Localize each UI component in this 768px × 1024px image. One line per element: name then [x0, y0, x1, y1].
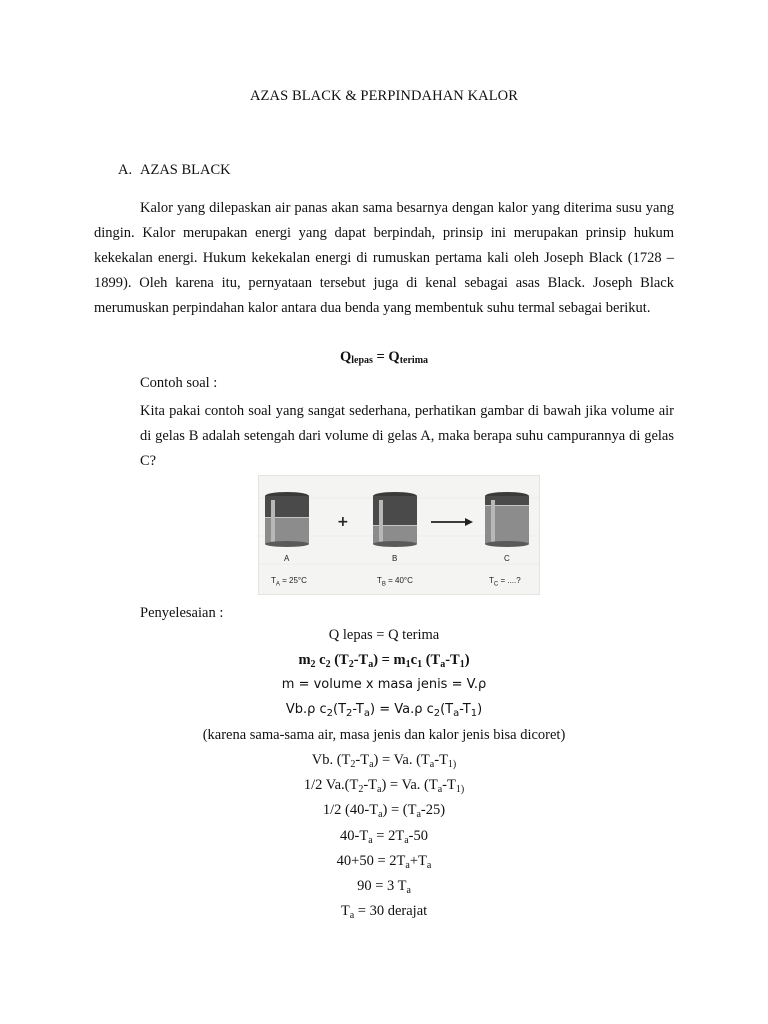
temp-b-value: = 40°C: [385, 576, 413, 585]
equation-subscript: a: [404, 835, 409, 846]
temp-c-sub: C: [493, 581, 499, 588]
equation-text: = 30 derajat: [354, 903, 428, 919]
equation-text: m: [298, 652, 311, 668]
equation-line: [0, 702, 768, 719]
equation-text: (karena sama-sama air, masa jenis dan kalor jenis bisa dicoret): [202, 727, 566, 743]
temp-c-prefix: T: [489, 576, 494, 585]
equation-line: [0, 777, 768, 795]
equation-text: 90 = 3 T: [357, 878, 407, 894]
equation-subscript: a: [416, 809, 421, 820]
arrow-icon: [431, 518, 473, 526]
equation-subscript: a: [406, 885, 411, 896]
equation-line: [0, 652, 768, 670]
formula-equals: =: [372, 349, 389, 365]
equation-text: -25): [420, 802, 446, 818]
equation-text: -T: [355, 752, 370, 768]
equation-text: -T: [445, 652, 460, 668]
equation-subscript: 2: [325, 659, 331, 670]
equation-line: [0, 677, 768, 692]
equation-subscript: a: [437, 784, 443, 795]
glass-b-label: B: [392, 554, 398, 563]
equation-subscript: 1): [455, 784, 465, 795]
formula-sub-terima: terima: [399, 355, 429, 366]
equation-subscript: 2: [346, 708, 353, 719]
equation-subscript: a: [368, 835, 373, 846]
beaker-figure: [258, 475, 540, 595]
equation-line: [0, 828, 768, 846]
equation-text: ) = (T: [382, 802, 417, 818]
equation-text: c: [410, 652, 418, 668]
equation-text: -T: [434, 752, 448, 768]
equation-subscript: a: [453, 708, 460, 719]
equation-text: -T: [352, 702, 364, 717]
equation-text: Vb. (T: [311, 752, 351, 768]
equation-subscript: 1: [470, 708, 478, 719]
equation-subscript: 1: [405, 659, 411, 670]
temp-a-prefix: T: [271, 576, 276, 585]
plus-sign: +: [337, 514, 349, 530]
temp-c-value: = ....?: [498, 576, 521, 585]
equation-line: [0, 752, 768, 770]
equation-text: -T: [442, 777, 456, 793]
equation-text: +T: [409, 853, 427, 869]
equation-subscript: 1: [417, 659, 423, 670]
equation-line: [0, 627, 768, 644]
equation-subscript: 2: [350, 759, 356, 770]
equation-text: = 2T: [372, 828, 405, 844]
example-label: Contoh soal :: [140, 375, 218, 391]
glass-a-label: A: [284, 554, 290, 563]
equation-subscript: 2: [348, 659, 354, 670]
formula-sub-lepas: lepas: [351, 355, 373, 366]
equation-text: Vb.ρ c: [285, 702, 327, 717]
beaker-c: [485, 492, 529, 547]
main-formula: [0, 349, 768, 366]
glass-c-temp: [489, 576, 521, 588]
temp-a-value: = 25°C: [279, 576, 307, 585]
equation-text: Q lepas = Q terima: [328, 627, 440, 643]
equation-line: [0, 903, 768, 921]
equation-text: ) = Va. (T: [373, 752, 430, 768]
equation-subscript: 2: [326, 708, 333, 719]
equation-text: (T: [333, 702, 347, 717]
beaker-b: [373, 492, 417, 547]
page-title: AZAS BLACK & PERPINDAHAN KALOR: [249, 88, 519, 104]
equation-text: -T: [459, 702, 471, 717]
formula-q: Q: [339, 349, 352, 365]
equation-text: (T: [330, 652, 349, 668]
equation-subscript: 1: [459, 659, 465, 670]
beaker-a: [265, 492, 309, 547]
equation-subscript: 2: [433, 708, 441, 719]
equation-text: m = volume x masa jenis = V.ρ: [281, 677, 487, 692]
equation-subscript: a: [363, 708, 370, 719]
equation-subscript: 2: [310, 659, 316, 670]
equation-text: ) = m: [373, 652, 406, 668]
equation-subscript: 1): [447, 759, 457, 770]
glass-c-label: C: [504, 554, 510, 563]
equation-text: ) = Va. (T: [381, 777, 438, 793]
equation-text: 40-T: [340, 828, 369, 844]
equation-text: c: [315, 652, 326, 668]
section-title: AZAS BLACK: [140, 162, 231, 178]
equation-text: 1/2 Va.(T: [303, 777, 359, 793]
formula-q2: Q: [388, 349, 400, 365]
equation-subscript: a: [426, 860, 432, 871]
equation-text: -T: [353, 652, 369, 668]
glass-a-temp: [271, 576, 307, 588]
equation-subscript: a: [368, 659, 374, 670]
equation-text: 1/2 (40-T: [322, 802, 379, 818]
solution-label: Penyelesaian :: [140, 605, 224, 621]
glass-b-temp: [377, 576, 413, 588]
equation-subscript: a: [378, 809, 383, 820]
intro-paragraph: [94, 196, 674, 321]
equation-line: [0, 802, 768, 820]
equation-text: -T: [363, 777, 378, 793]
equation-subscript: a: [440, 659, 446, 670]
equation-subscript: 2: [358, 784, 364, 795]
equation-subscript: a: [369, 759, 374, 770]
equation-text: 40+50 = 2T: [336, 853, 406, 869]
equation-subscript: a: [405, 860, 410, 871]
temp-b-prefix: T: [377, 576, 382, 585]
equation-subscript: a: [349, 910, 355, 921]
equation-text: -50: [408, 828, 428, 844]
equation-line: [0, 853, 768, 871]
equation-subscript: a: [429, 759, 435, 770]
equation-subscript: a: [377, 784, 382, 795]
equation-text: (T: [440, 702, 454, 717]
equation-text: ): [477, 702, 483, 717]
equation-text: ): [464, 652, 470, 668]
equation-text: T: [340, 903, 350, 919]
intro-paragraph-text: Kalor yang dilepaskan air panas akan sama besarnya dengan kalor yang diterima susu yang dingin. Kalor merupakan energi yang dapat berpindah, prinsip ini merupakan prinsip hukum kekekalan energi. Hukum kekekalan energi di rumuskan pertama kali oleh Joseph Black (1728 –1899). Oleh karena itu, pernyataan tersebut juga di kenal sebagai asas Black. Joseph Black merumuskan perpindahan kalor antara dua benda yang membentuk suhu termal sebagai berikut.: [94, 200, 674, 316]
problem-text: Kita pakai contoh soal yang sangat sederhana, perhatikan gambar di bawah jika volume air di gelas B adalah setengah dari volume di gelas A, maka berapa suhu campurannya di gelas C?: [140, 403, 674, 469]
equation-text: (T: [422, 652, 441, 668]
temp-a-sub: A: [275, 581, 280, 588]
section-heading: [118, 162, 231, 179]
temp-b-sub: B: [381, 581, 386, 588]
section-number: A.: [118, 162, 133, 178]
equation-line: [0, 727, 768, 744]
equation-text: ) = Va.ρ c: [369, 702, 434, 717]
equation-line: [0, 878, 768, 896]
